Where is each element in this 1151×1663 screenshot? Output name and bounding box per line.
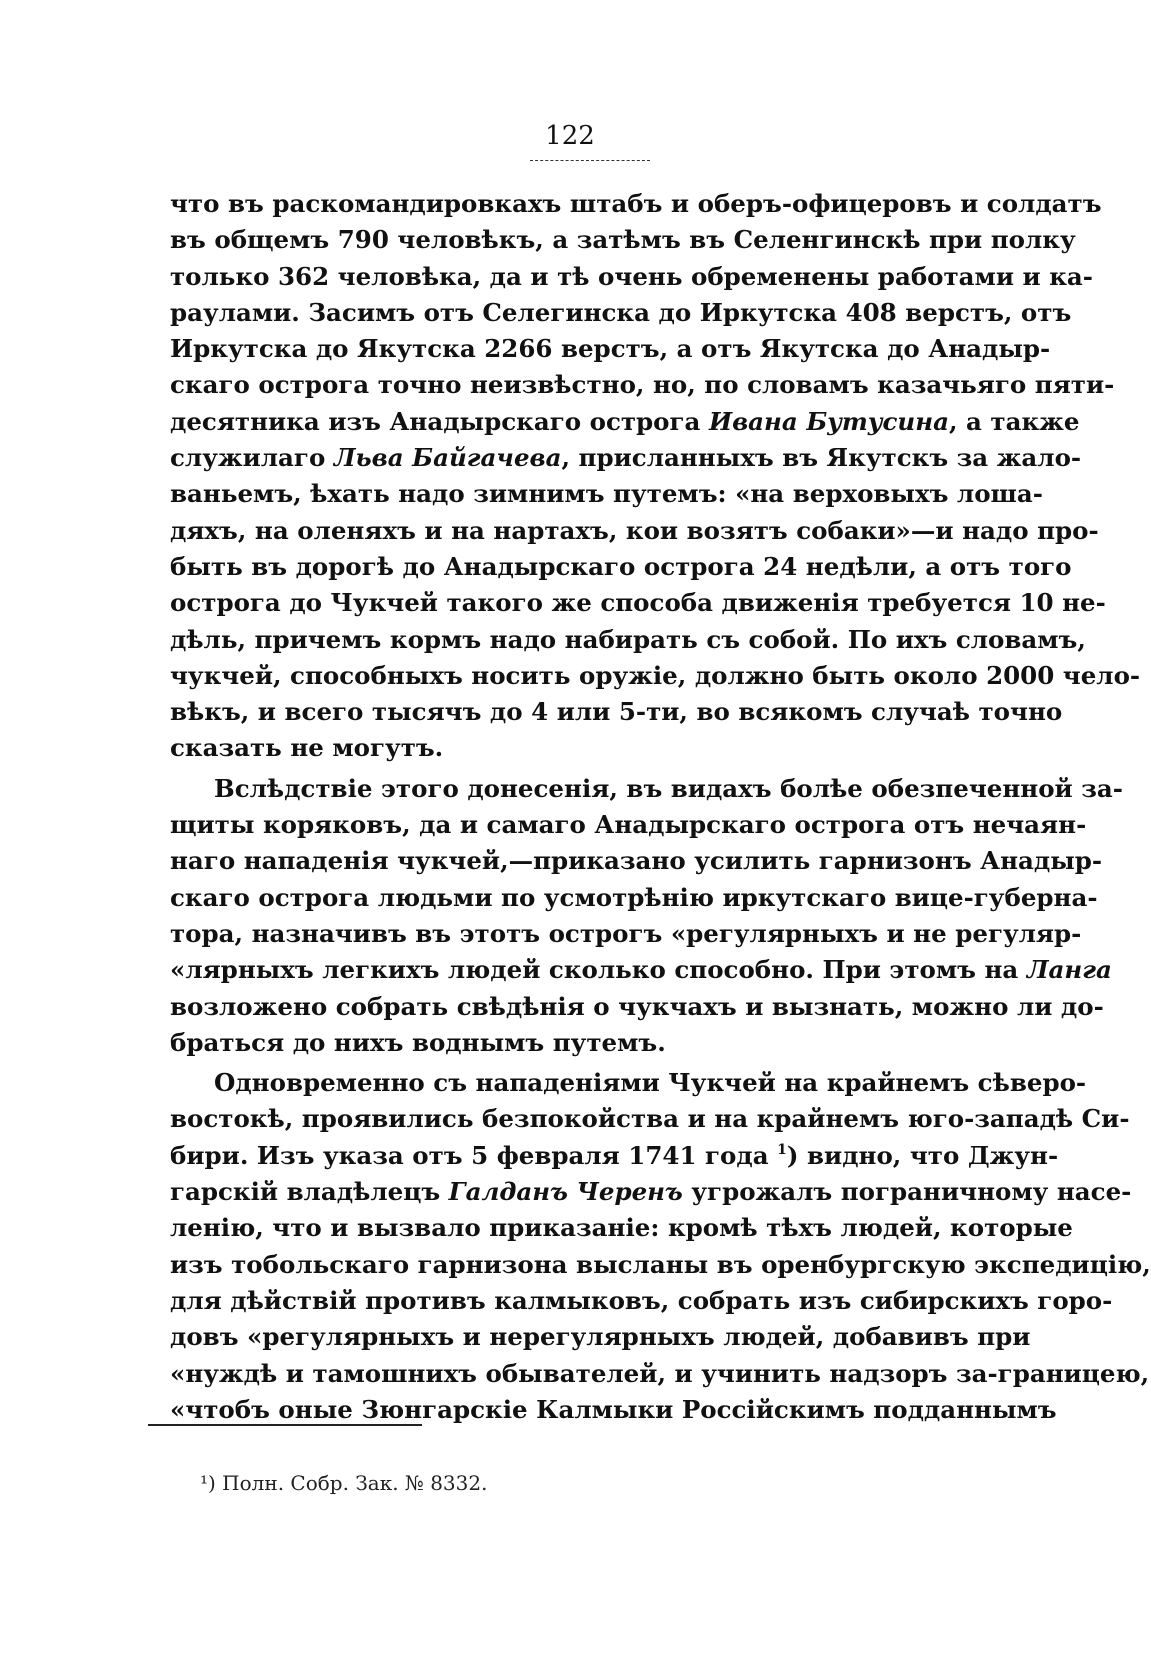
text-line: дяхъ, на оленяхъ и на нартахъ, кои возятъ собаки»—и надо про- [170, 515, 1099, 545]
text-line: изъ тобольскаго гарнизона высланы въ оренбургскую экспедицію, [170, 1249, 1151, 1279]
text-line: служилаго Льва Байгачева, присланныхъ въ Якутскъ за жало- [170, 443, 1082, 473]
text-line: Иркутска до Якутска 2266 верстъ, а отъ Якутска до Анадыр- [170, 334, 1051, 364]
text-line: вѣкъ, и всего тысячъ до 4 или 5-ти, во всякомъ случаѣ точно [170, 697, 1063, 727]
text-line: «нуждѣ и тамошнихъ обывателей, и учинить надзоръ за-границею, [170, 1358, 1150, 1388]
name-lev-baigachev: Льва Байгачева [333, 443, 562, 473]
page-number: 122 [545, 121, 595, 151]
text-line: «чтобъ оные Зюнгарскіе Калмыки Россійскимъ подданнымъ [170, 1394, 1057, 1424]
text-line: довъ «регулярныхъ и нерегулярныхъ людей, добавивъ при [170, 1322, 1031, 1352]
text-line: раулами. Засимъ отъ Селегинска до Иркутска 408 верстъ, отъ [170, 297, 1072, 327]
name-langa: Ланга [1026, 955, 1112, 985]
text-line: острога до Чукчей такого же способа движенія требуется 10 не- [170, 588, 1106, 618]
text-line: возложено собрать свѣдѣнія о чукчахъ и вызнать, можно ли до- [170, 991, 1104, 1021]
text-line: дѣль, причемъ кормъ надо набирать съ собой. По ихъ словамъ, [170, 624, 1086, 654]
name-ivan-butusin: Ивана Бутусина [708, 406, 949, 436]
text-line: чукчей, способныхъ носить оружіе, должно быть около 2000 чело- [170, 660, 1141, 690]
text-line: ленію, что и вызвало приказаніе: кромѣ тѣхъ людей, которые [170, 1213, 1073, 1243]
text-line: Одновременно съ нападеніями Чукчей на крайнемъ сѣверо- [214, 1068, 1087, 1098]
footnote: ¹) Полн. Собр. Зак. № 8332. [200, 1471, 488, 1495]
text-line: въ общемъ 790 человѣкъ, а затѣмъ въ Селенгинскѣ при полку [170, 225, 1076, 255]
text-line: ваньемъ, ѣхать надо зимнимъ путемъ: «на верховыхъ лошa- [170, 479, 1043, 509]
paragraph-1 [170, 186, 1141, 767]
text-line: бири. Изъ указа отъ 5 февраля 1741 года $^1$) видно, что Джун- [170, 1140, 1059, 1170]
name-galdan-cheren: Галданъ Черенъ [448, 1177, 683, 1207]
text-line: скаго острога людьми по усмотрѣнію иркутскаго вице-губерна- [170, 882, 1098, 912]
paragraph-2 [170, 771, 1123, 1061]
text-line: для дѣйствій противъ калмыковъ, собрать изъ сибирскихъ горо- [170, 1285, 1113, 1315]
text-line: скаго острога точно неизвѣстно, но, по словамъ казачьяго пяти- [170, 370, 1115, 400]
text-line: «лярныхъ легкихъ людей сколько способно. При этомъ на Ланга [170, 955, 1112, 985]
footnote-divider [148, 1424, 422, 1426]
page-number-rule [530, 160, 650, 161]
text-line: наго нападенія чукчей,—приказано усилить гарнизонъ Анадыр- [170, 846, 1103, 876]
footnote-mark: 1 [777, 1141, 787, 1158]
text-line: браться до нихъ воднымъ путемъ. [170, 1027, 666, 1057]
paragraph-3 [170, 1065, 1151, 1428]
text-line: щиты коряковъ, да и самаго Анадырскаго острога отъ нечаян- [170, 810, 1087, 840]
body-text [170, 186, 1151, 1428]
text-line: тора, назначивъ въ этотъ острогъ «регулярныхъ и не регуляр- [170, 918, 1082, 948]
text-line: десятника изъ Анадырскаго острога Ивана Бутусина, а также [170, 406, 1080, 436]
text-line: быть въ дорогѣ до Анадырскаго острога 24 недѣли, а отъ того [170, 551, 1072, 581]
text-line: востокѣ, проявились безпокойства и на крайнемъ юго-западѣ Си- [170, 1104, 1130, 1134]
text-line: гарскій владѣлецъ Галданъ Черенъ угрожалъ пограничному насе- [170, 1177, 1132, 1207]
text-line: сказать не могутъ. [170, 733, 444, 763]
text-line: Вслѣдствіе этого донесенія, въ видахъ болѣе обезпеченной за- [214, 773, 1123, 803]
text-line: только 362 человѣка, да и тѣ очень обременены работами и ка- [170, 261, 1093, 291]
text-line: что въ раскомандировкахъ штабъ и оберъ-офицеровъ и солдатъ [170, 189, 1102, 218]
